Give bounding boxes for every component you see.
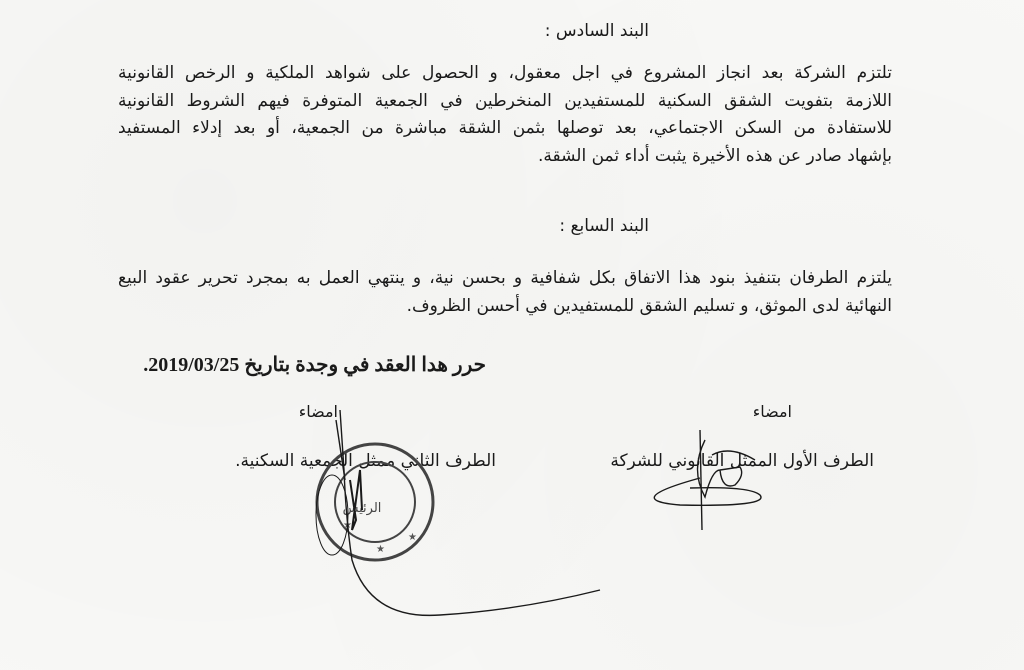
article-6-heading: البند السادس :: [544, 21, 649, 41]
article-6-line: اللازمة بتفويت الشقق السكنية للمستفيدين المنخرطين في الجمعية المتوفرة فيهم الشروط القانونية: [118, 90, 892, 111]
second-party-sign-label: امضاء: [298, 402, 338, 421]
article-7-line: النهائية لدى الموثق، و تسليم الشقق للمستفيدين في أحسن الظروف.: [406, 295, 892, 316]
article-6-line: تلتزم الشركة بعد انجاز المشروع في اجل معقول، و الحصول على شواهد الملكية و الرخص القانونية: [118, 63, 892, 83]
article-7-line: يلتزم الطرفان بتنفيذ بنود هذا الاتفاق بكل شفافية و بحسن نية، و ينتهي العمل به بمجرد تحرير عقود البيع: [118, 268, 892, 288]
article-6-line: بإشهاد صادر عن هذه الأخيرة يثبت أداء ثمن الشقة.: [538, 145, 892, 166]
article-7-paragraph: [118, 265, 892, 320]
stamp-star: ★: [408, 532, 417, 543]
first-party-name: الطرف الأول الممثل القانوني للشركة: [610, 451, 874, 471]
first-party-signature: [654, 430, 761, 530]
article-6-line: للاستفادة من السكن الاجتماعي، بعد توصلها بثمن الشقة مباشرة من الجمعية، أو بعد إدلاء المستفيد: [118, 118, 892, 138]
stamp-star: ★: [376, 544, 385, 555]
second-party-name: الطرف الثاني ممثل الجمعية السكنية.: [235, 451, 496, 471]
contract-date-line: حرر هدا العقد في وجدة بتاريخ 2019/03/25.: [143, 354, 486, 376]
article-6-paragraph: [118, 60, 892, 170]
second-party-signature: [316, 410, 600, 615]
first-party-sign-label: امضاء: [752, 402, 792, 421]
article-7-heading: البند السابع :: [559, 216, 649, 236]
stamp-star: ★: [343, 520, 352, 531]
stamp-text: الرئيس: [342, 501, 382, 516]
